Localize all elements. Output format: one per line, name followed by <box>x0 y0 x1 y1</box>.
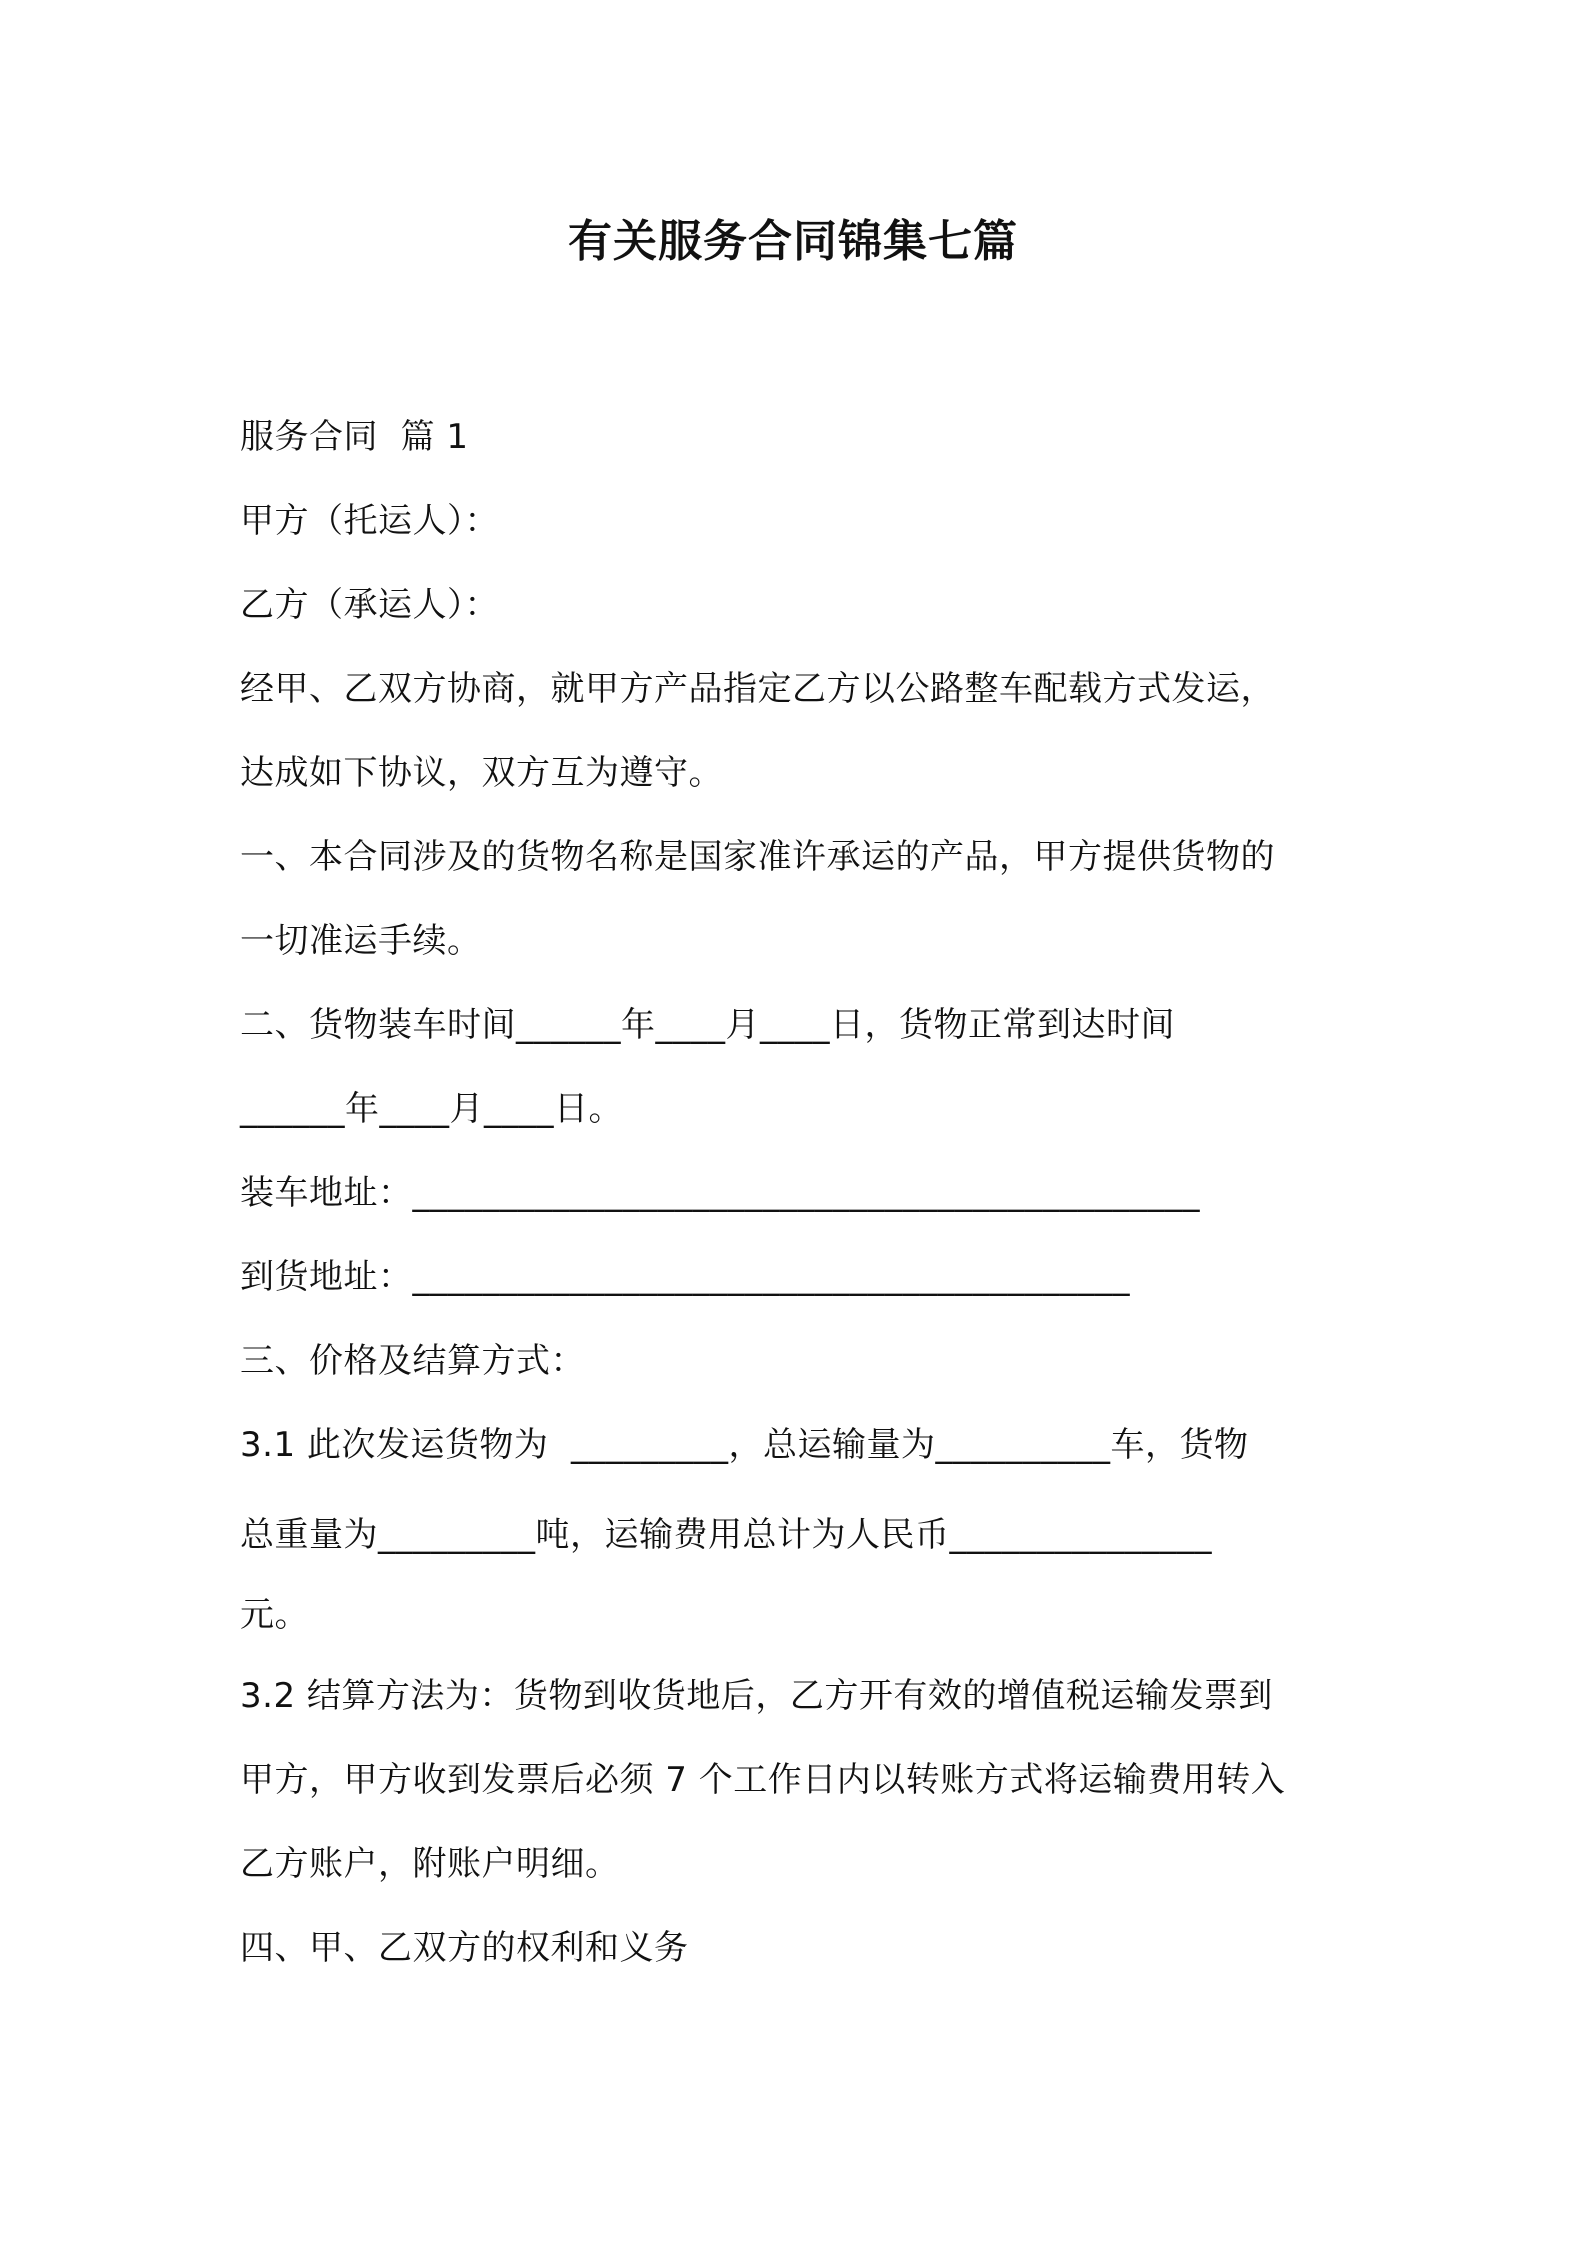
clause-3-1-line: 元。 <box>240 1595 309 1635</box>
clause-2-line: ______年____月____日。 <box>240 1089 623 1129</box>
paragraph-line: 达成如下协议，双方互为遵守。 <box>240 753 723 793</box>
delivery-address-line: 到货地址：_________________________________________ <box>240 1257 1130 1297</box>
clause-1-line: 一、本合同涉及的货物名称是国家准许承运的产品，甲方提供货物的 <box>240 837 1275 877</box>
clause-1-line: 一切准运手续。 <box>240 921 482 961</box>
clause-3-2-line: 3.2 结算方法为：货物到收货地后，乙方开有效的增值税运输发票到 <box>240 1676 1273 1716</box>
paragraph-line: 经甲、乙双方协商，就甲方产品指定乙方以公路整车配载方式发运， <box>240 669 1275 709</box>
clause-3-2-line: 乙方账户，附账户明细。 <box>240 1844 620 1884</box>
section-heading-contract-1: 服务合同 篇 1 <box>240 417 469 457</box>
clause-3-1-line: 3.1 此次发运货物为 _________，总运输量为__________车，货物 <box>240 1425 1249 1465</box>
document-title: 有关服务合同锦集七篇 <box>568 216 1018 267</box>
clause-3-1-line: 总重量为_________吨，运输费用总计为人民币_______________ <box>240 1515 1212 1555</box>
party-a-line: 甲方（托运人）： <box>240 501 499 541</box>
clause-2-line: 二、货物装车时间______年____月____日，货物正常到达时间 <box>240 1005 1175 1045</box>
party-b-line: 乙方（承运人）： <box>240 585 499 625</box>
clause-4-heading: 四、甲、乙双方的权利和义务 <box>240 1928 689 1968</box>
loading-address-line: 装车地址：_____________________________________________ <box>240 1173 1200 1213</box>
clause-3-heading: 三、价格及结算方式： <box>240 1341 585 1381</box>
clause-3-2-line: 甲方，甲方收到发票后必须 7 个工作日内以转账方式将运输费用转入 <box>240 1760 1286 1800</box>
